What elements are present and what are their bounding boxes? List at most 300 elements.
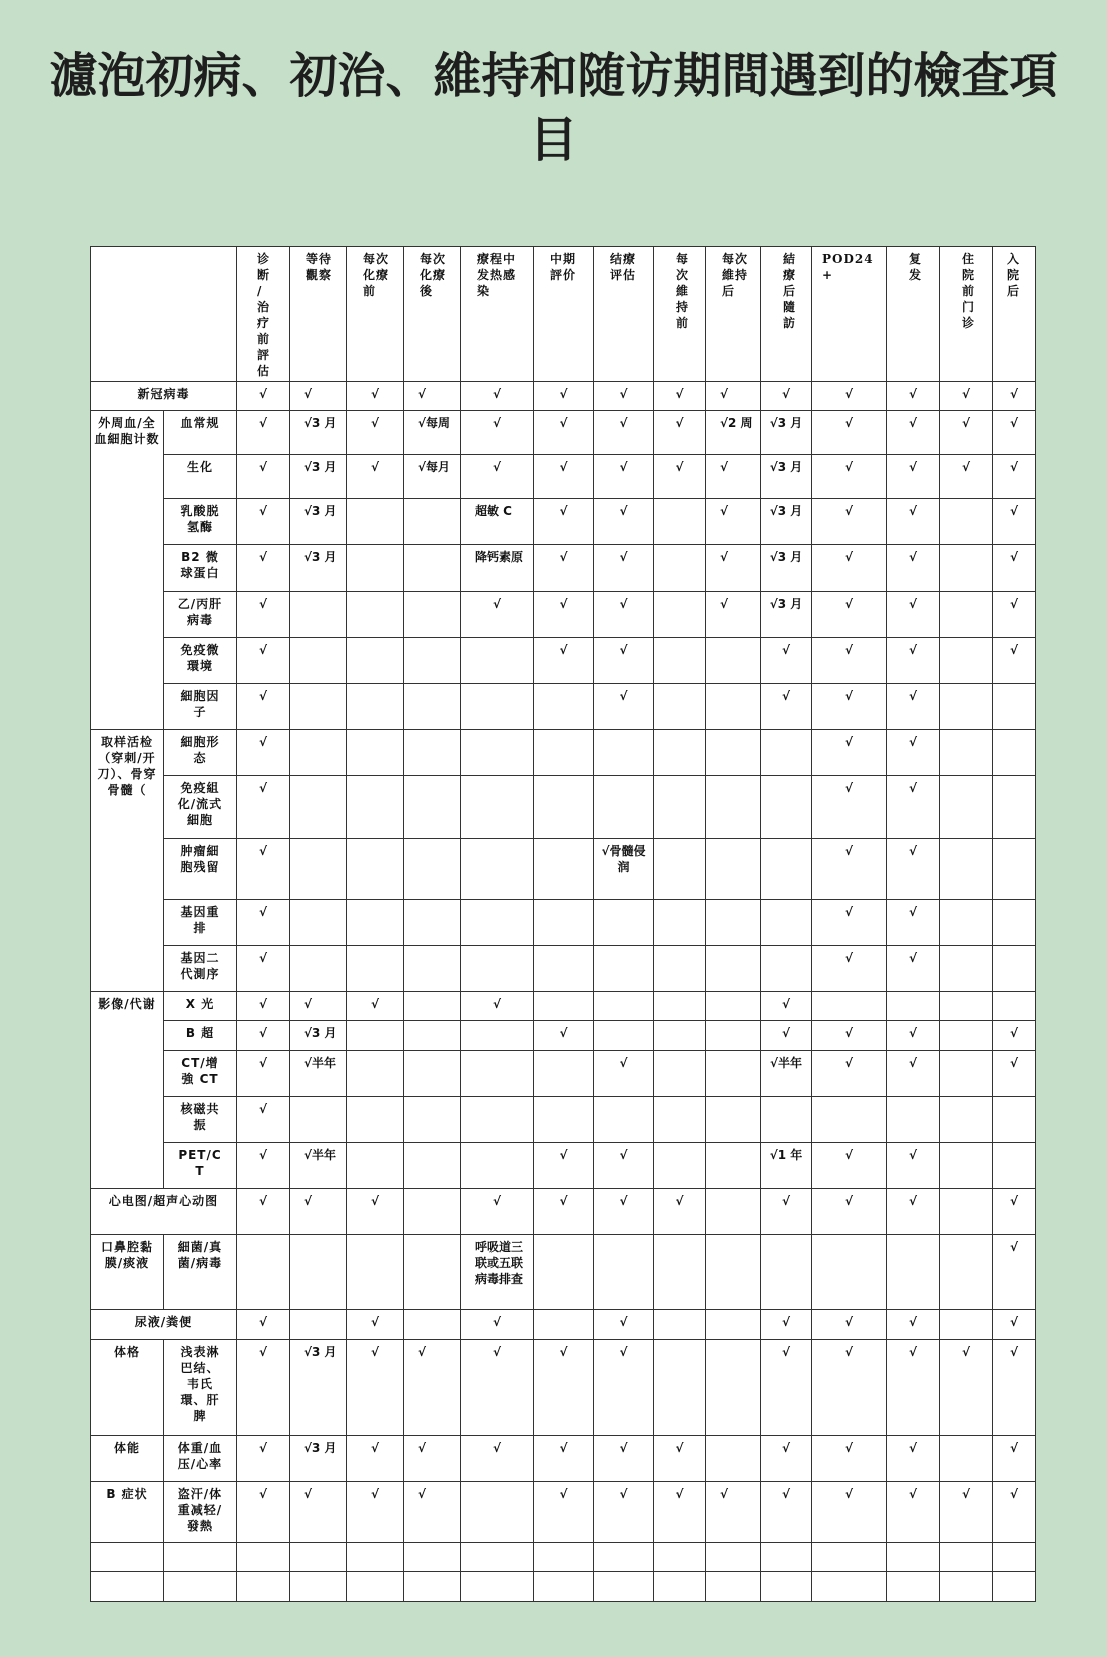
table-row: [91, 776, 1036, 839]
check-cell: √: [237, 1021, 290, 1050]
check-cell: √: [237, 1096, 290, 1142]
check-cell: [237, 1235, 290, 1310]
check-cell: √: [654, 1436, 706, 1482]
check-cell: √: [534, 1021, 594, 1050]
check-cell: [993, 776, 1036, 839]
check-cell: [461, 1482, 534, 1543]
check-cell: √: [993, 637, 1036, 683]
check-cell: √: [812, 1050, 887, 1096]
check-cell: √: [887, 838, 940, 899]
row-item-label: PET/CT: [164, 1142, 237, 1188]
check-cell: [290, 1235, 347, 1310]
check-cell: √: [887, 1339, 940, 1435]
check-cell: √3 月: [290, 455, 347, 499]
check-cell: [706, 683, 761, 729]
row-group-label: 体格: [91, 1339, 164, 1435]
table-row: [91, 591, 1036, 637]
row-item-label: X 光: [164, 991, 237, 1020]
check-cell: [534, 838, 594, 899]
check-cell: [940, 1050, 993, 1096]
check-cell: √: [461, 1436, 534, 1482]
check-cell: √: [706, 382, 761, 411]
row-group-label: 体能: [91, 1436, 164, 1482]
check-cell: √: [347, 1188, 404, 1234]
check-cell: √: [706, 1482, 761, 1543]
check-cell: √: [993, 1050, 1036, 1096]
check-cell: [761, 1235, 812, 1310]
exam-table: [90, 246, 1036, 1602]
check-cell: [404, 1096, 461, 1142]
check-cell: √: [290, 991, 347, 1020]
check-cell: [347, 1050, 404, 1096]
check-cell: [812, 991, 887, 1020]
table-row: [91, 899, 1036, 945]
check-cell: √: [654, 411, 706, 455]
check-cell: [993, 683, 1036, 729]
check-cell: √: [887, 1482, 940, 1543]
check-cell: √: [237, 1339, 290, 1435]
check-cell: [404, 499, 461, 545]
check-cell: [654, 991, 706, 1020]
check-cell: √: [812, 945, 887, 991]
check-cell: √: [761, 1310, 812, 1339]
check-cell: √: [887, 591, 940, 637]
empty-cell: [164, 1572, 237, 1602]
check-cell: √: [812, 1436, 887, 1482]
check-cell: √: [594, 545, 654, 591]
check-cell: √: [812, 591, 887, 637]
check-cell: [706, 776, 761, 839]
corner-cell: [91, 247, 237, 382]
check-cell: √: [237, 899, 290, 945]
check-cell: [706, 1142, 761, 1188]
check-cell: √: [887, 1142, 940, 1188]
check-cell: [654, 899, 706, 945]
table-body: [91, 382, 1036, 1602]
check-cell: √: [534, 545, 594, 591]
check-cell: √: [237, 1482, 290, 1543]
empty-cell: [887, 1572, 940, 1602]
check-cell: √: [534, 1339, 594, 1435]
check-cell: [461, 683, 534, 729]
check-cell: √: [812, 1310, 887, 1339]
col-header: 每次維持后: [706, 247, 761, 382]
check-cell: √: [594, 499, 654, 545]
check-cell: [654, 945, 706, 991]
check-cell: [940, 776, 993, 839]
check-cell: √: [594, 411, 654, 455]
check-cell: 降钙素原: [461, 545, 534, 591]
check-cell: √: [237, 455, 290, 499]
check-cell: √: [404, 1482, 461, 1543]
check-cell: √: [993, 1436, 1036, 1482]
check-cell: [654, 1339, 706, 1435]
check-cell: [654, 545, 706, 591]
check-cell: [347, 1021, 404, 1050]
check-cell: [706, 1339, 761, 1435]
check-cell: √: [290, 1188, 347, 1234]
table-row: [91, 637, 1036, 683]
table-row: [91, 1235, 1036, 1310]
check-cell: √: [887, 683, 940, 729]
check-cell: √: [237, 1310, 290, 1339]
check-cell: [404, 1021, 461, 1050]
check-cell: √: [461, 1188, 534, 1234]
check-cell: √: [347, 382, 404, 411]
check-cell: √: [654, 382, 706, 411]
check-cell: [347, 637, 404, 683]
check-cell: [706, 1050, 761, 1096]
check-cell: [404, 991, 461, 1020]
check-cell: [940, 991, 993, 1020]
check-cell: [940, 1142, 993, 1188]
table-row: [91, 683, 1036, 729]
check-cell: √: [594, 382, 654, 411]
check-cell: [534, 1096, 594, 1142]
empty-cell: [993, 1572, 1036, 1602]
check-cell: √3 月: [290, 499, 347, 545]
check-cell: [461, 1142, 534, 1188]
col-header: 住院前门诊: [940, 247, 993, 382]
check-cell: √: [706, 499, 761, 545]
row-item-label: B2 微球蛋白: [164, 545, 237, 591]
check-cell: √: [887, 455, 940, 499]
check-cell: √: [347, 1339, 404, 1435]
empty-cell: [887, 1543, 940, 1572]
check-cell: [706, 899, 761, 945]
check-cell: [940, 499, 993, 545]
check-cell: [347, 499, 404, 545]
check-cell: [940, 1096, 993, 1142]
check-cell: [993, 991, 1036, 1020]
check-cell: √: [812, 1482, 887, 1543]
col-header: POD24+: [812, 247, 887, 382]
check-cell: √: [940, 1482, 993, 1543]
check-cell: √: [887, 411, 940, 455]
check-cell: √: [812, 776, 887, 839]
empty-cell: [347, 1572, 404, 1602]
check-cell: [993, 945, 1036, 991]
check-cell: √: [812, 838, 887, 899]
check-cell: √: [290, 1482, 347, 1543]
check-cell: √: [461, 1310, 534, 1339]
row-group-label: 口鼻腔黏膜/痰液: [91, 1235, 164, 1310]
empty-cell: [461, 1543, 534, 1572]
check-cell: √: [594, 637, 654, 683]
check-cell: √: [534, 1142, 594, 1188]
check-cell: [706, 1096, 761, 1142]
check-cell: [347, 1142, 404, 1188]
row-item-label: 基因重排: [164, 899, 237, 945]
check-cell: [347, 729, 404, 775]
check-cell: [461, 729, 534, 775]
check-cell: √: [237, 838, 290, 899]
check-cell: [940, 1021, 993, 1050]
check-cell: [347, 838, 404, 899]
check-cell: [290, 945, 347, 991]
table-row: [91, 729, 1036, 775]
check-cell: √: [993, 455, 1036, 499]
header-row: [91, 247, 1036, 382]
check-cell: √: [761, 382, 812, 411]
check-cell: [594, 1235, 654, 1310]
check-cell: √1 年: [761, 1142, 812, 1188]
check-cell: √: [940, 455, 993, 499]
check-cell: [534, 945, 594, 991]
check-cell: [404, 1188, 461, 1234]
check-cell: √: [812, 899, 887, 945]
check-cell: √: [237, 991, 290, 1020]
row-item-label: 免疫組化/流式細胞: [164, 776, 237, 839]
check-cell: [404, 1235, 461, 1310]
col-header: 中期評价: [534, 247, 594, 382]
check-cell: √: [594, 1310, 654, 1339]
check-cell: √: [812, 1021, 887, 1050]
check-cell: [706, 991, 761, 1020]
empty-cell: [706, 1572, 761, 1602]
check-cell: √: [993, 499, 1036, 545]
check-cell: √: [761, 1436, 812, 1482]
check-cell: √: [993, 1021, 1036, 1050]
empty-cell: [290, 1543, 347, 1572]
row-item-label: 乙/丙肝病毒: [164, 591, 237, 637]
check-cell: √半年: [290, 1142, 347, 1188]
empty-cell: [594, 1543, 654, 1572]
empty-cell: [534, 1572, 594, 1602]
check-cell: √2 周: [706, 411, 761, 455]
check-cell: [654, 637, 706, 683]
check-cell: √: [761, 683, 812, 729]
check-cell: √: [887, 637, 940, 683]
check-cell: √3 月: [761, 411, 812, 455]
check-cell: [347, 945, 404, 991]
check-cell: [706, 838, 761, 899]
check-cell: √: [237, 1142, 290, 1188]
check-cell: √: [887, 382, 940, 411]
check-cell: √3 月: [290, 1339, 347, 1435]
table-row: [91, 455, 1036, 499]
empty-cell: [812, 1543, 887, 1572]
check-cell: [404, 1142, 461, 1188]
check-cell: [761, 838, 812, 899]
empty-cell: [940, 1543, 993, 1572]
check-cell: √每月: [404, 455, 461, 499]
check-cell: √半年: [761, 1050, 812, 1096]
exam-table-sheet: [90, 246, 1035, 1602]
check-cell: [993, 838, 1036, 899]
check-cell: √: [761, 991, 812, 1020]
check-cell: [404, 591, 461, 637]
check-cell: √: [993, 1188, 1036, 1234]
empty-cell: [594, 1572, 654, 1602]
check-cell: √: [237, 683, 290, 729]
empty-cell: [290, 1572, 347, 1602]
check-cell: [706, 1235, 761, 1310]
check-cell: [706, 945, 761, 991]
table-row: [91, 1021, 1036, 1050]
check-cell: √3 月: [761, 499, 812, 545]
table-row: [91, 1339, 1036, 1435]
check-cell: [404, 683, 461, 729]
check-cell: √: [887, 729, 940, 775]
check-cell: √半年: [290, 1050, 347, 1096]
row-item-label: 盗汗/体重减轻/發熱: [164, 1482, 237, 1543]
check-cell: [887, 1096, 940, 1142]
row-item-label: 浅表淋巴结、韦氏環、肝脾: [164, 1339, 237, 1435]
check-cell: √每周: [404, 411, 461, 455]
check-cell: [654, 1050, 706, 1096]
check-cell: √: [993, 545, 1036, 591]
check-cell: [940, 899, 993, 945]
table-row: [91, 1436, 1036, 1482]
empty-cell: [654, 1543, 706, 1572]
check-cell: [534, 899, 594, 945]
check-cell: √: [594, 591, 654, 637]
check-cell: √: [461, 411, 534, 455]
check-cell: [940, 729, 993, 775]
check-cell: √: [534, 499, 594, 545]
check-cell: √: [812, 683, 887, 729]
check-cell: √: [347, 1310, 404, 1339]
check-cell: [654, 838, 706, 899]
check-cell: √: [812, 499, 887, 545]
check-cell: √: [534, 637, 594, 683]
check-cell: [887, 991, 940, 1020]
check-cell: √: [761, 637, 812, 683]
check-cell: √: [654, 1188, 706, 1234]
check-cell: [594, 945, 654, 991]
check-cell: [761, 1096, 812, 1142]
check-cell: [290, 1096, 347, 1142]
page-title: 濾泡初病、初治、維持和随访期間遇到的檢查項目: [49, 48, 1058, 168]
row-group-label: B 症状: [91, 1482, 164, 1543]
empty-cell: [404, 1572, 461, 1602]
table-row: [91, 1096, 1036, 1142]
row-item-label: B 超: [164, 1021, 237, 1050]
check-cell: [290, 591, 347, 637]
check-cell: [290, 776, 347, 839]
check-cell: [404, 776, 461, 839]
row-group-label: 新冠病毒: [91, 382, 237, 411]
check-cell: √: [594, 683, 654, 729]
check-cell: √: [706, 545, 761, 591]
col-header: 每次化療後: [404, 247, 461, 382]
check-cell: √: [887, 1436, 940, 1482]
check-cell: √: [812, 455, 887, 499]
check-cell: √: [347, 1436, 404, 1482]
check-cell: √: [706, 591, 761, 637]
check-cell: √: [812, 637, 887, 683]
check-cell: √: [993, 382, 1036, 411]
check-cell: √: [887, 945, 940, 991]
check-cell: √: [812, 545, 887, 591]
check-cell: [534, 683, 594, 729]
row-item-label: 細菌/真菌/病毒: [164, 1235, 237, 1310]
check-cell: √: [594, 455, 654, 499]
check-cell: [404, 545, 461, 591]
check-cell: [940, 545, 993, 591]
check-cell: √: [887, 776, 940, 839]
row-group-label: 外周血/全血細胞计数: [91, 411, 164, 730]
check-cell: [654, 729, 706, 775]
check-cell: [461, 1021, 534, 1050]
check-cell: √: [761, 1482, 812, 1543]
check-cell: [534, 1050, 594, 1096]
check-cell: [993, 899, 1036, 945]
check-cell: [347, 591, 404, 637]
check-cell: √: [237, 1436, 290, 1482]
row-item-label: 核磁共振: [164, 1096, 237, 1142]
check-cell: [940, 591, 993, 637]
check-cell: [461, 776, 534, 839]
check-cell: [404, 1050, 461, 1096]
col-header: 等待觀察: [290, 247, 347, 382]
row-group-label: 取样活检（穿刺/开刀）、骨穿骨髓（: [91, 729, 164, 991]
check-cell: [534, 1310, 594, 1339]
check-cell: √: [237, 945, 290, 991]
check-cell: √: [594, 1188, 654, 1234]
check-cell: √: [706, 455, 761, 499]
col-header: 結療后隨訪: [761, 247, 812, 382]
check-cell: √3 月: [290, 411, 347, 455]
check-cell: √骨髓侵润: [594, 838, 654, 899]
check-cell: [290, 683, 347, 729]
check-cell: [706, 729, 761, 775]
check-cell: [993, 1096, 1036, 1142]
check-cell: √: [594, 1050, 654, 1096]
check-cell: [706, 1310, 761, 1339]
check-cell: [654, 591, 706, 637]
check-cell: √: [993, 1310, 1036, 1339]
check-cell: [761, 729, 812, 775]
col-header: 療程中发热感染: [461, 247, 534, 382]
check-cell: [761, 945, 812, 991]
check-cell: √: [461, 1339, 534, 1435]
check-cell: 超敏 C: [461, 499, 534, 545]
check-cell: √: [993, 1482, 1036, 1543]
empty-row: [91, 1543, 1036, 1572]
check-cell: √3 月: [761, 591, 812, 637]
table-row: [91, 1142, 1036, 1188]
row-item-label: 生化: [164, 455, 237, 499]
row-item-label: 乳酸脱氢酶: [164, 499, 237, 545]
check-cell: [461, 838, 534, 899]
empty-cell: [91, 1543, 164, 1572]
check-cell: √: [534, 591, 594, 637]
check-cell: √: [594, 1142, 654, 1188]
check-cell: [461, 1050, 534, 1096]
check-cell: √: [812, 729, 887, 775]
row-item-label: 免疫微環境: [164, 637, 237, 683]
check-cell: 呼吸道三联或五联病毒排查: [461, 1235, 534, 1310]
check-cell: √: [534, 455, 594, 499]
check-cell: [993, 1142, 1036, 1188]
check-cell: [940, 637, 993, 683]
check-cell: [461, 945, 534, 991]
check-cell: √: [404, 1339, 461, 1435]
check-cell: √: [461, 382, 534, 411]
check-cell: [594, 899, 654, 945]
empty-cell: [706, 1543, 761, 1572]
check-cell: [290, 729, 347, 775]
check-cell: √: [993, 1235, 1036, 1310]
row-group-label: 尿液/粪便: [91, 1310, 237, 1339]
check-cell: √: [940, 411, 993, 455]
check-cell: √: [993, 591, 1036, 637]
check-cell: [706, 1021, 761, 1050]
check-cell: [347, 1235, 404, 1310]
table-row: [91, 545, 1036, 591]
